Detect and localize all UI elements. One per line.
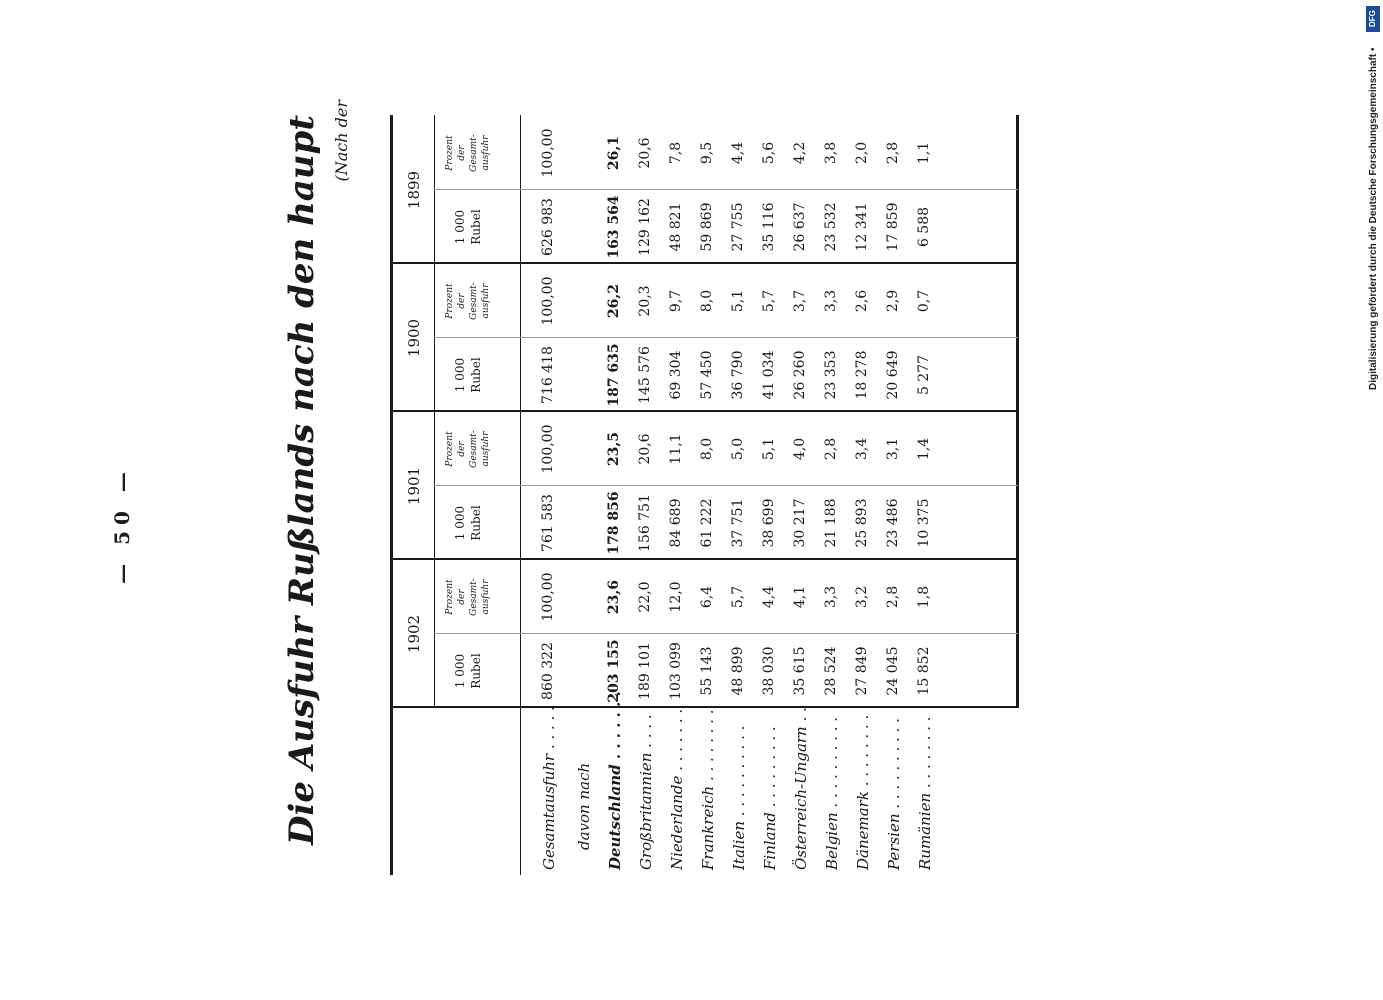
table-cell: 28 524 <box>823 646 839 696</box>
table-cell: 12 341 <box>854 202 870 252</box>
table-cell: 30 217 <box>792 498 808 548</box>
table-cell: 20 649 <box>885 350 901 400</box>
table-cell: 5,7 <box>761 289 777 313</box>
unit-header: 1 000 Rubel <box>453 357 483 393</box>
row-label: Gesamtausfuhr . . . . . <box>540 706 558 870</box>
table-cell: 716 418 <box>540 346 556 404</box>
table-cell: 2,6 <box>854 289 870 313</box>
sub-separator-2 <box>434 337 1018 338</box>
year-header-1902: 1902 <box>405 614 423 654</box>
row-label: Frankreich . . . . . . . . <box>699 709 717 870</box>
header-divider-rule <box>520 115 521 875</box>
table-cell: 23 532 <box>823 202 839 252</box>
table-cell: 20,3 <box>637 285 653 317</box>
table-cell: 103 099 <box>668 642 684 700</box>
table-cell: 4,1 <box>792 585 808 609</box>
table-cell: 35 615 <box>792 646 808 696</box>
table-cell: 22,0 <box>637 581 653 613</box>
row-label: Großbritannien . . . . <box>637 714 655 870</box>
table-cell: 2,0 <box>854 141 870 165</box>
page-number: — 50 — <box>110 466 134 584</box>
table-cell: 26,2 <box>606 283 622 319</box>
table-cell: 5 277 <box>916 354 932 396</box>
table-cell: 2,8 <box>885 141 901 165</box>
table-cell: 100,00 <box>540 424 556 474</box>
table-cell: 3,4 <box>854 437 870 461</box>
table-cell: 17 859 <box>885 202 901 252</box>
table-cell: 15 852 <box>916 646 932 696</box>
table-cell: 26,1 <box>606 135 622 171</box>
table-cell: 1,4 <box>916 437 932 461</box>
table-cell: 860 322 <box>540 642 556 700</box>
year-header-1900: 1900 <box>405 318 423 358</box>
year-separator-2 <box>390 410 1018 412</box>
unit-header: 1 000 Rubel <box>453 505 483 541</box>
table-cell: 4,0 <box>792 437 808 461</box>
table-cell: 100,00 <box>540 128 556 178</box>
table-cell: 100,00 <box>540 276 556 326</box>
unit-header: 1 000 Rubel <box>453 209 483 245</box>
table-cell: 23,6 <box>606 579 622 615</box>
table-cell: 6 588 <box>916 206 932 248</box>
table-cell: 2,9 <box>885 289 901 313</box>
table-cell: 163 564 <box>606 195 622 259</box>
table-cell: 7,8 <box>668 141 684 165</box>
table-cell: 5,1 <box>761 437 777 461</box>
table-cell: 3,1 <box>885 437 901 461</box>
table-cell: 203 155 <box>606 639 622 703</box>
page-title: Die Ausfuhr Rußlands nach den haupt <box>282 114 322 846</box>
table-cell: 18 278 <box>854 350 870 400</box>
row-label: Belgien . . . . . . . . . . <box>823 717 841 870</box>
table-cell: 0,7 <box>916 289 932 313</box>
table-cell: 37 751 <box>730 498 746 548</box>
table-cell: 69 304 <box>668 350 684 400</box>
table-top-rule <box>390 115 393 875</box>
percent-header: Prozent der Gesamt- ausfuhr <box>445 282 491 320</box>
row-label: davon nach <box>575 762 593 850</box>
table-cell: 48 899 <box>730 646 746 696</box>
row-label: Rumänien . . . . . . . . <box>916 716 934 870</box>
table-cell: 4,4 <box>730 141 746 165</box>
sub-separator-0 <box>434 633 1018 634</box>
row-label: Deutschland . . . . . . . <box>606 691 624 870</box>
unit-header: 1 000 Rubel <box>453 653 483 689</box>
percent-header: Prozent der Gesamt- ausfuhr <box>445 578 491 616</box>
year-separator-3 <box>390 262 1018 264</box>
table-cell: 6,4 <box>699 585 715 609</box>
row-label: Niederlande . . . . . . . <box>668 708 686 870</box>
table-cell: 11,1 <box>668 433 684 465</box>
table-cell: 27 849 <box>854 646 870 696</box>
table-cell: 8,0 <box>699 289 715 313</box>
table-cell: 24 045 <box>885 646 901 696</box>
table-cell: 3,2 <box>854 585 870 609</box>
percent-header: Prozent der Gesamt- ausfuhr <box>445 430 491 468</box>
table-cell: 23,5 <box>606 431 622 467</box>
table-cell: 1,8 <box>916 585 932 609</box>
table-cell: 25 893 <box>854 498 870 548</box>
year-separator-1 <box>390 558 1018 560</box>
row-label: Dänemark . . . . . . . . <box>854 714 872 870</box>
table-cell: 23 353 <box>823 350 839 400</box>
table-cell: 3,3 <box>823 289 839 313</box>
table-cell: 2,8 <box>823 437 839 461</box>
table-cell: 9,5 <box>699 141 715 165</box>
table-cell: 55 143 <box>699 646 715 696</box>
table-cell: 189 101 <box>637 642 653 700</box>
table-cell: 156 751 <box>637 494 653 552</box>
table-cell: 3,8 <box>823 141 839 165</box>
row-label: Österreich-Ungarn . . <box>792 707 810 870</box>
percent-header: Prozent der Gesamt- ausfuhr <box>445 134 491 172</box>
table-cell: 3,3 <box>823 585 839 609</box>
dfg-logo-icon: DFG <box>1366 6 1380 32</box>
table-cell: 761 583 <box>540 494 556 552</box>
row-label: Finland . . . . . . . . . <box>761 726 779 870</box>
table-cell: 145 576 <box>637 346 653 404</box>
page-subtitle: (Nach der <box>332 100 351 182</box>
table-cell: 26 637 <box>792 202 808 252</box>
table-cell: 5,0 <box>730 437 746 461</box>
year-separator-0 <box>390 706 1018 708</box>
table-cell: 9,7 <box>668 289 684 313</box>
table-cell: 187 635 <box>606 343 622 407</box>
table-cell: 5,1 <box>730 289 746 313</box>
table-cell: 21 188 <box>823 498 839 548</box>
table-cell: 23 486 <box>885 498 901 548</box>
table-cell: 626 983 <box>540 198 556 256</box>
table-cell: 4,2 <box>792 141 808 165</box>
row-label: Italien . . . . . . . . . . <box>730 725 748 870</box>
year-header-1901: 1901 <box>405 466 423 506</box>
table-cell: 84 689 <box>668 498 684 548</box>
table-cell: 12,0 <box>668 581 684 613</box>
table-cell: 61 222 <box>699 498 715 548</box>
table-cell: 20,6 <box>637 137 653 169</box>
table-cell: 5,7 <box>730 585 746 609</box>
table-cell: 4,4 <box>761 585 777 609</box>
table-cell: 2,8 <box>885 585 901 609</box>
table-cell: 20,6 <box>637 433 653 465</box>
table-cell: 26 260 <box>792 350 808 400</box>
watermark-text: Digitalisierung gefördert durch die Deutsche Forschungsgemeinschaft • <box>1368 47 1379 390</box>
table-cell: 100,00 <box>540 572 556 622</box>
table-cell: 57 450 <box>699 350 715 400</box>
table-cell: 10 375 <box>916 498 932 548</box>
year-header-1899: 1899 <box>405 170 423 210</box>
table-cell: 36 790 <box>730 350 746 400</box>
table-cell: 8,0 <box>699 437 715 461</box>
table-cell: 35 116 <box>761 202 777 252</box>
row-label: Persien . . . . . . . . . . <box>885 718 903 870</box>
table-cell: 41 034 <box>761 350 777 400</box>
sub-separator-1 <box>434 485 1018 486</box>
table-cell: 38 030 <box>761 646 777 696</box>
table-cell: 1,1 <box>916 141 932 165</box>
table-cell: 178 856 <box>606 491 622 555</box>
table-cell: 5,6 <box>761 141 777 165</box>
sub-separator-3 <box>434 189 1018 190</box>
table-cell: 48 821 <box>668 202 684 252</box>
table-cell: 27 755 <box>730 202 746 252</box>
table-cell: 59 869 <box>699 202 715 252</box>
table-cell: 3,7 <box>792 289 808 313</box>
table-cell: 129 162 <box>637 198 653 256</box>
table-cell: 38 699 <box>761 498 777 548</box>
